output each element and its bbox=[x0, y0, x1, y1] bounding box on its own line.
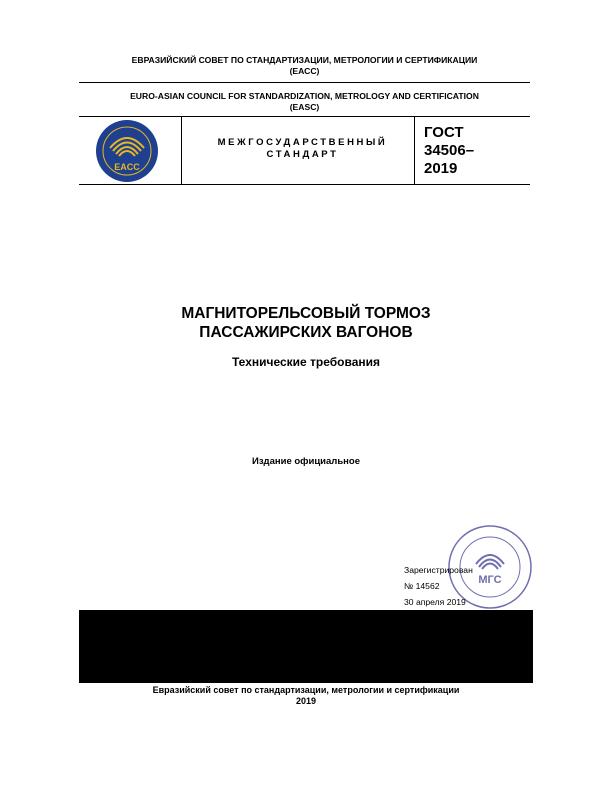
registration-date: 30 апреля 2019 bbox=[404, 597, 466, 607]
council-name-ru bbox=[79, 55, 530, 77]
redacted-block bbox=[79, 610, 533, 683]
footer-publisher: Евразийский совет по стандартизации, метрологии и сертификации bbox=[152, 685, 460, 695]
divider-line bbox=[79, 184, 530, 185]
divider-line bbox=[79, 116, 530, 117]
gost-number-line2: 2019 bbox=[424, 160, 458, 177]
logo-label: EACC bbox=[114, 162, 140, 172]
title-line1: МАГНИТОРЕЛЬСОВЫЙ ТОРМОЗ bbox=[181, 305, 431, 322]
standard-type bbox=[190, 137, 415, 161]
publisher-footer bbox=[80, 685, 532, 707]
council-name-en bbox=[79, 91, 530, 113]
council-name-ru-text: ЕВРАЗИЙСКИЙ СОВЕТ ПО СТАНДАРТИЗАЦИИ, МЕТРОЛОГИИ И СЕРТИФИКАЦИИ bbox=[131, 55, 478, 65]
document-subtitle: Технические требования bbox=[231, 355, 381, 369]
document-title bbox=[80, 304, 532, 342]
easc-logo bbox=[88, 118, 166, 184]
edition-note: Издание официальное bbox=[252, 456, 360, 467]
divider-line bbox=[79, 82, 530, 83]
gost-label: ГОСТ bbox=[424, 124, 464, 141]
standard-type-line1: МЕЖГОСУДАРСТВЕННЫЙ bbox=[217, 137, 388, 148]
standard-type-line2: СТАНДАРТ bbox=[266, 149, 339, 160]
registration-line1: Зарегистрирован bbox=[404, 565, 473, 575]
easc-logo-icon bbox=[88, 118, 166, 184]
title-line2: ПАССАЖИРСКИХ ВАГОНОВ bbox=[199, 324, 413, 341]
registration-number: № 14562 bbox=[404, 581, 440, 591]
footer-year: 2019 bbox=[295, 696, 317, 706]
council-abbr-ru: (ЕАСС) bbox=[289, 66, 320, 76]
council-abbr-en: (EASC) bbox=[289, 102, 320, 112]
vertical-divider bbox=[181, 117, 182, 184]
council-name-en-text: EURO-ASIAN COUNCIL FOR STANDARDIZATION, METROLOGY AND CERTIFICATION bbox=[130, 91, 479, 101]
gost-number-line1: 34506– bbox=[424, 142, 475, 159]
vertical-divider bbox=[414, 117, 415, 184]
gost-designation bbox=[424, 124, 474, 178]
stamp-label: МГС bbox=[478, 574, 502, 586]
